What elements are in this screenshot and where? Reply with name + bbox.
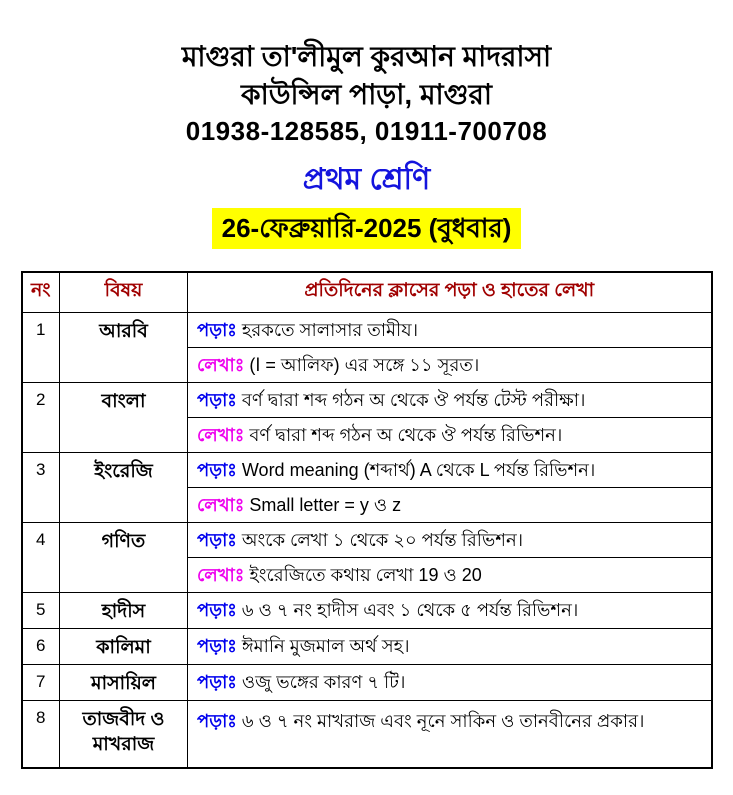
para-cell bbox=[188, 312, 712, 347]
table-row bbox=[22, 700, 712, 768]
date-line bbox=[0, 208, 733, 251]
table-header-row bbox=[22, 272, 712, 312]
row-number: 3 bbox=[22, 452, 60, 522]
school-name: মাগুরা তা'লীমুল কুরআন মাদরাসা bbox=[181, 41, 552, 72]
row-number: 1 bbox=[22, 312, 60, 382]
date-highlight: 26-ফেব্রুয়ারি-2025 (বুধবার) bbox=[212, 208, 522, 249]
row-number: 4 bbox=[22, 522, 60, 592]
para-cell bbox=[188, 592, 712, 628]
para-label: পড়াঃ bbox=[197, 319, 237, 340]
subject-cell: ইংরেজি bbox=[60, 452, 188, 522]
para-cell bbox=[188, 452, 712, 487]
lekha-text: Small letter = y ও z bbox=[249, 494, 402, 515]
para-label: পড়াঃ bbox=[197, 710, 237, 731]
table-row bbox=[22, 522, 712, 557]
row-number: 2 bbox=[22, 382, 60, 452]
subject-cell: বাংলা bbox=[60, 382, 188, 452]
para-label: পড়াঃ bbox=[197, 672, 237, 692]
table-row bbox=[22, 382, 712, 417]
para-text: ৬ ও ৭ নং মাখরাজ এবং নূনে সাকিন ও তানবীনের প্রকার। bbox=[241, 710, 645, 731]
para-text: ৬ ও ৭ নং হাদীস এবং ১ থেকে ৫ পর্যন্ত রিভিশন। bbox=[241, 600, 579, 620]
para-cell bbox=[188, 382, 712, 417]
subject-cell: হাদীস bbox=[60, 592, 188, 628]
para-label: পড়াঃ bbox=[197, 529, 237, 550]
lekha-text: ইংরেজিতে কথায় লেখা 19 ও 20 bbox=[249, 564, 482, 585]
subject-cell: গণিত bbox=[60, 522, 188, 592]
para-label: পড়াঃ bbox=[197, 600, 237, 620]
para-text: অংকে লেখা ১ থেকে ২০ পর্যন্ত রিভিশন। bbox=[241, 529, 524, 550]
row-number: 8 bbox=[22, 700, 60, 768]
lekha-label: লেখাঃ bbox=[197, 494, 245, 515]
subject-cell: আরবি bbox=[60, 312, 188, 382]
lekha-label: লেখাঃ bbox=[197, 424, 245, 445]
row-number: 5 bbox=[22, 592, 60, 628]
lesson-table bbox=[21, 271, 713, 769]
header-details: প্রতিদিনের ক্লাসের পড়া ও হাতের লেখা bbox=[188, 272, 712, 312]
lekha-cell bbox=[188, 487, 712, 522]
para-text: ওজু ভঙ্গের কারণ ৭ টি। bbox=[241, 672, 406, 692]
lekha-label: লেখাঃ bbox=[197, 354, 245, 375]
document-header bbox=[0, 38, 733, 251]
subject-cell: তাজবীদ ও মাখরাজ bbox=[60, 700, 188, 768]
para-text: হরকতে সালাসার তামীয। bbox=[241, 319, 419, 340]
para-cell bbox=[188, 664, 712, 700]
lekha-label: লেখাঃ bbox=[197, 564, 245, 585]
phone-numbers: 01938-128585, 01911-700708 bbox=[185, 116, 548, 146]
lekha-cell bbox=[188, 347, 712, 382]
para-text: Word meaning (শব্দার্থ) A থেকে L পর্যন্ত রিভিশন। bbox=[241, 459, 596, 480]
lekha-cell bbox=[188, 557, 712, 592]
lekha-text: (ا = আলিফ) এর সঙ্গে ১১ সূরত। bbox=[249, 354, 480, 375]
header-no: নং bbox=[22, 272, 60, 312]
para-label: পড়াঃ bbox=[197, 389, 237, 410]
para-text: ঈমানি মুজমাল অর্থ সহ। bbox=[241, 636, 410, 656]
header-subject: বিষয় bbox=[60, 272, 188, 312]
lekha-text: বর্ণ দ্বারা শব্দ গঠন অ থেকে ঔ পর্যন্ত রিভিশন। bbox=[249, 424, 563, 445]
class-title: প্রথম শ্রেণি bbox=[302, 163, 431, 196]
para-label: পড়াঃ bbox=[197, 459, 237, 480]
lekha-cell bbox=[188, 417, 712, 452]
subject-cell: মাসায়িল bbox=[60, 664, 188, 700]
subject-cell: কালিমা bbox=[60, 628, 188, 664]
table-row bbox=[22, 592, 712, 628]
para-cell bbox=[188, 522, 712, 557]
para-cell bbox=[188, 628, 712, 664]
row-number: 6 bbox=[22, 628, 60, 664]
para-cell bbox=[188, 700, 712, 768]
para-text: বর্ণ দ্বারা শব্দ গঠন অ থেকে ঔ পর্যন্ত টেস্ট পরীক্ষা। bbox=[241, 389, 586, 410]
row-number: 7 bbox=[22, 664, 60, 700]
table-row bbox=[22, 452, 712, 487]
table-row bbox=[22, 628, 712, 664]
school-address: কাউন্সিল পাড়া, মাগুরা bbox=[240, 79, 492, 110]
table-row bbox=[22, 312, 712, 347]
table-row bbox=[22, 664, 712, 700]
para-label: পড়াঃ bbox=[197, 636, 237, 656]
